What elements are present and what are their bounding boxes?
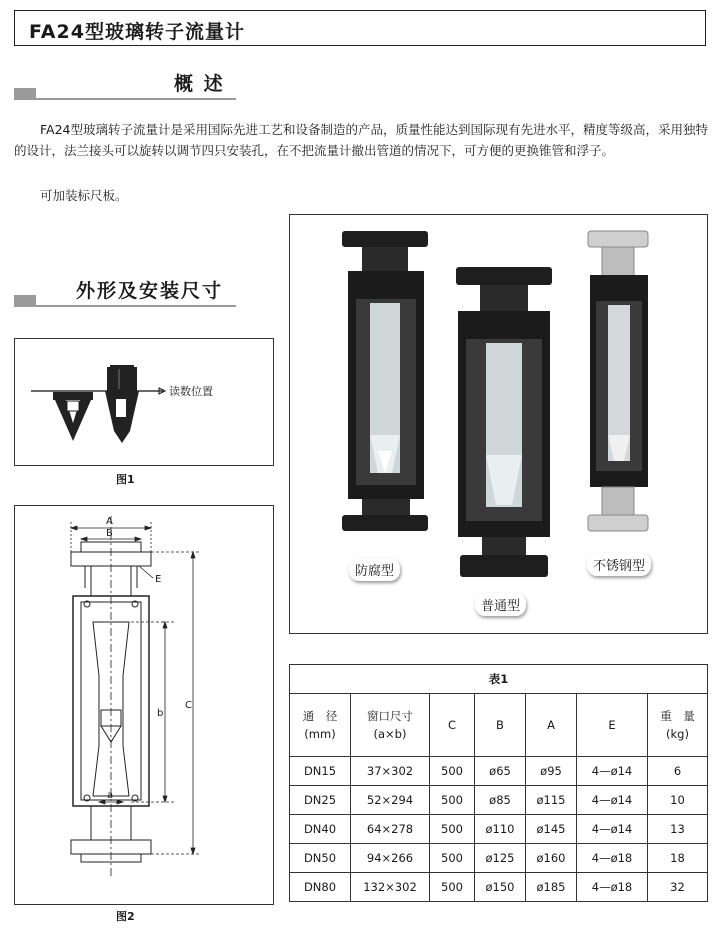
table-cell: 94×266 bbox=[351, 844, 430, 873]
table-cell: 18 bbox=[648, 844, 708, 873]
page-title: FA24型玻璃转子流量计 bbox=[29, 21, 245, 43]
header-cell: 重 量 (kg) bbox=[648, 694, 708, 757]
table-row bbox=[290, 873, 708, 902]
table-cell: 4—ø14 bbox=[577, 786, 648, 815]
header-cell: A bbox=[526, 694, 577, 757]
table-cell: ø185 bbox=[526, 873, 577, 902]
title-box bbox=[14, 10, 706, 46]
table-cell: 500 bbox=[430, 757, 475, 786]
dimensions-section-header bbox=[14, 277, 236, 307]
overview-paragraph: FA24型玻璃转子流量计是采用国际先进工艺和设备制造的产品，质量性能达到国际现有先进水平，精度等级高，采用独特的设计，法兰接头可以旋转以调节四只安装孔，在不把流量计撤出管道的情况下，可方便的更换锥管和浮子。 bbox=[14, 122, 709, 158]
table-cell: 500 bbox=[430, 873, 475, 902]
table-cell: 4—ø14 bbox=[577, 757, 648, 786]
table-cell: DN40 bbox=[290, 815, 351, 844]
table-cell: ø150 bbox=[475, 873, 526, 902]
figure-2-caption: 图2 bbox=[116, 910, 135, 923]
table-cell: 500 bbox=[430, 786, 475, 815]
dimension-drawing bbox=[15, 506, 273, 904]
label-stainless: 不锈钢型 bbox=[587, 553, 651, 576]
table-cell: DN80 bbox=[290, 873, 351, 902]
dim-label-C: C bbox=[185, 700, 192, 711]
overview-note: 可加装标尺板。 bbox=[40, 188, 128, 203]
table-row bbox=[290, 786, 708, 815]
header-cell: 通 径 (mm) bbox=[290, 694, 351, 757]
dim-label-A: A bbox=[106, 516, 113, 527]
table-cell: ø115 bbox=[526, 786, 577, 815]
float-reading-diagram bbox=[15, 339, 273, 465]
table-cell: ø145 bbox=[526, 815, 577, 844]
dim-label-E: E bbox=[155, 574, 162, 585]
header-cell: C bbox=[430, 694, 475, 757]
table-caption: 表1 bbox=[290, 665, 708, 694]
table-cell: ø65 bbox=[475, 757, 526, 786]
table-cell: 10 bbox=[648, 786, 708, 815]
spec-table bbox=[289, 664, 708, 902]
table-cell: 500 bbox=[430, 844, 475, 873]
table-cell: ø110 bbox=[475, 815, 526, 844]
header-cell: B bbox=[475, 694, 526, 757]
table-cell: 32 bbox=[648, 873, 708, 902]
table-cell: DN50 bbox=[290, 844, 351, 873]
table-cell: 4—ø18 bbox=[577, 844, 648, 873]
table-cell: 132×302 bbox=[351, 873, 430, 902]
table-cell: ø160 bbox=[526, 844, 577, 873]
table-cell: ø95 bbox=[526, 757, 577, 786]
dim-label-a: a bbox=[107, 790, 114, 801]
table-cell: 52×294 bbox=[351, 786, 430, 815]
table-cell: 4—ø14 bbox=[577, 815, 648, 844]
table-header-row bbox=[290, 694, 708, 757]
overview-heading: 概 述 bbox=[174, 73, 225, 95]
figure-1-caption: 图1 bbox=[116, 473, 135, 486]
table-cell: 37×302 bbox=[351, 757, 430, 786]
table-cell: 4—ø18 bbox=[577, 873, 648, 902]
table-cell: 500 bbox=[430, 815, 475, 844]
table-row bbox=[290, 815, 708, 844]
figure-1 bbox=[14, 338, 274, 466]
dimensions-heading: 外形及安装尺寸 bbox=[76, 280, 224, 302]
dim-label-b: b bbox=[157, 708, 164, 719]
product-photo-panel bbox=[289, 214, 708, 634]
table-cell: DN15 bbox=[290, 757, 351, 786]
table-row bbox=[290, 844, 708, 873]
table-cell: 6 bbox=[648, 757, 708, 786]
dim-label-B: B bbox=[106, 528, 113, 539]
overview-section-header bbox=[14, 70, 236, 100]
header-cell: 窗口尺寸 (a×b) bbox=[351, 694, 430, 757]
table-cell: DN25 bbox=[290, 786, 351, 815]
header-cell: E bbox=[577, 694, 648, 757]
label-anticorrosion: 防腐型 bbox=[349, 558, 400, 581]
reading-position-label: 读数位置 bbox=[169, 385, 213, 398]
table-cell: ø85 bbox=[475, 786, 526, 815]
label-standard: 普通型 bbox=[475, 593, 526, 616]
table-cell: 64×278 bbox=[351, 815, 430, 844]
table-cell: ø125 bbox=[475, 844, 526, 873]
table-cell: 13 bbox=[648, 815, 708, 844]
table-row bbox=[290, 757, 708, 786]
figure-2 bbox=[14, 505, 274, 905]
